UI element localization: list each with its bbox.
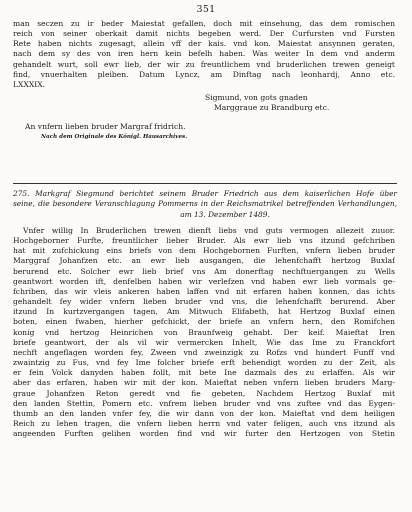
text-line: find, vnuerhalten pleiben. Datum Lyncz, am Dinftag nach leonhardj, Anno etc. [13,69,395,79]
heading-line: am 13. Dezember 1489. [180,209,270,219]
text-line: Rete haben nichts zugesagt, allein vff der kais. vnd kon. Maiestat ansynnen geraten, [13,39,395,49]
section-divider [13,183,397,184]
text-line: thumb an den landen vnfer fey, die wir dann von der kon. Maieftat vnd dem heiligen [13,408,395,418]
text-line: Hochgeborner Furfte, freuntlicher lieber Bruder. Als ewr lieb vns itzund gefchriben [13,236,395,246]
document-heading [13,189,397,220]
text-line: itzund In kurtzvergangen tagen, Am Mitwuch Elifabeth, hat Hertzog Buxlaf einen [13,307,395,317]
signature-title: Marggraue zu Brandburg etc. [214,103,330,112]
text-line: graue Johanfzen Reton geredt vnd fie gebeten, Nachdem Hertzog Buxlaf mit [13,388,395,398]
text-line: angeenden Furften gelihen worden find vnd wir furter den Hertzogen von Stetin [13,429,395,439]
text-line: boten, einen fwaben, hierher gefchickt, der briefe an vnfern hern, den Romifchen [13,317,395,327]
body-paragraph [13,226,395,439]
heading-line: seine, die besondere Veranschlagung Pommerns in der Reichsmatrikel betreffenden Verhandlungen, [13,199,397,209]
text-line: man seczen zu ir beder Maiestat gefallen, doch mit einsehung, das dem romischen [13,19,395,28]
top-paragraph [13,19,395,90]
text-line: Reich zu lehen tragen, die vnfern lieben herrn vnd vater feligen, auch vns itzund als [13,418,395,428]
text-line: geantwort worden ift, denfelben haben wir verlefzen vnd haben ewr lieb vormals ge- [13,276,395,286]
text-line: gehandelt wurt, soll ewr lieb, der wir zu freuntlichem vnd bruderlichen trewen geneigt [13,59,395,69]
text-line: briefe geantwort, der als vil wir vermercken Inhelt, Wie das Ime zu Franckfort [13,337,395,347]
signature-line: Sigmund, von gots gnaden [205,93,308,102]
text-line: den landen Stettin, Pomern etc. vnfrem lieben bruder vnd vns zuftee vnd das Eygen- [13,398,395,408]
heading-line: 275. Markgraf Siegmund berichtet seinem Bruder Friedrich aus dem kaiserlichen Hofe über [13,189,397,198]
page-number: 351 [196,4,216,15]
text-line: berurend etc. Solcher ewr lieb brief vns Am donerftag nechftuergangen zu Wells [13,266,395,276]
source-note: Nach dem Originale des Königl. Hausarchives. [41,134,188,140]
text-line: nechft angeflagen worden fey, Zween vnd zweinzigk zu Rofzs vnd hundert Funff vnd [13,347,395,357]
text-line: nach dem sy des von iren hern kein befelh haben. Was weiter In dem vnd anderm [13,49,395,59]
text-line: konig vnd hertzog Heinrichen von Braunfweig gehabt. Der keif. Maieftat Iren [13,327,395,337]
text-line: gehandelt fey wider vnfern lieben bruder vnd vns, die lehenfchafft berurend. Aber [13,297,395,307]
text-line: Marggraf Johanfzen etc. an ewr lieb ausgangen, die lehenfchafft hertzog Buxlaf [13,256,395,266]
address-line: An vnfern lieben bruder Margraf fridrich. [25,122,186,131]
text-line: aber das erfaren, haben wir mit der kon. Maieftat neben vnfern lieben bruders Marg- [13,378,395,388]
text-line: Vnfer willig In Bruderlichen trewen dienft liebs vnd guts vermogen allezeit zuuor. [23,226,395,235]
text-line: hat mit zufchickung eins briefs von dem Hochgebornen Furften, vnfern lieben bruder [13,246,395,256]
text-line: LXXXIX. [13,79,46,89]
text-line: zwaintzig zu Fus, vnd fey Ime folcher briefe erft behendigt worden zu der Zeit, als [13,358,395,368]
text-line: er fein Volck danyden haben follt, mit bete Ine dazmals des zu erlaffen. Als wir [13,368,395,378]
text-line: fchriben, das wir vleis ankeren haben laffen vnd nit erfaren haben konnen, das ichts [13,286,395,296]
text-line: reich von seiner oberkait damit nichts begeben werd. Der Curfursten vnd Fursten [13,29,395,39]
